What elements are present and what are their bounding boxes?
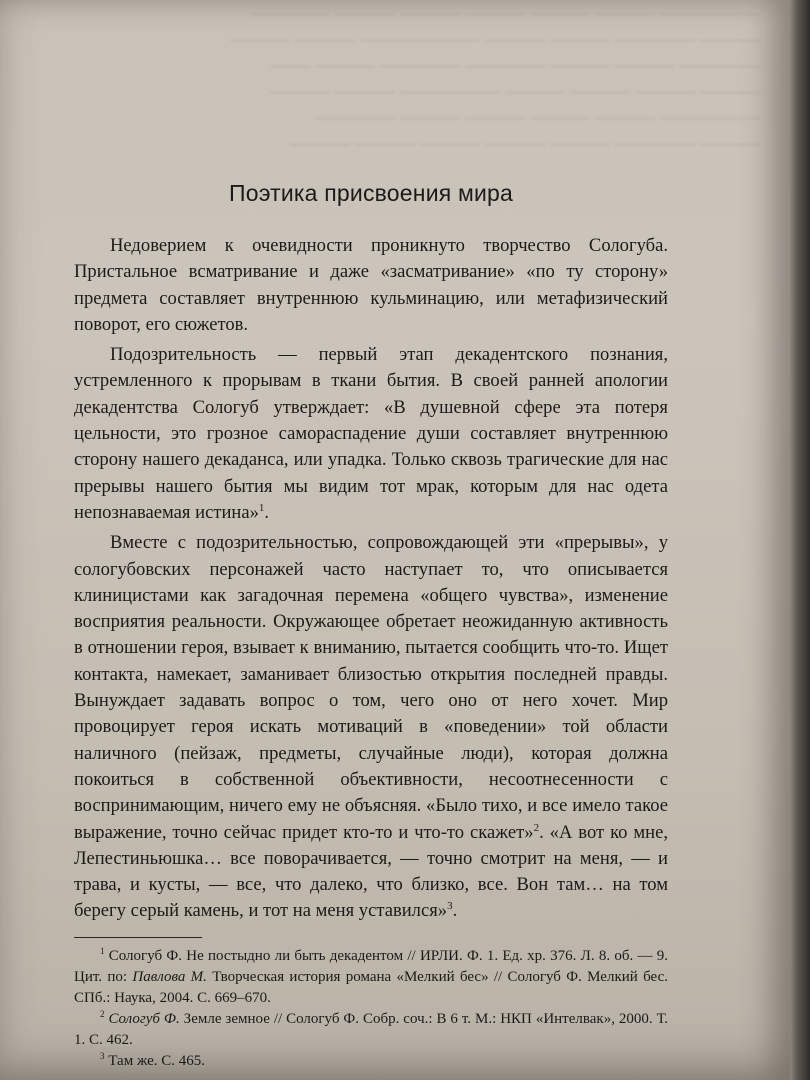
- paragraph-2: [74, 342, 668, 526]
- chapter-heading: Поэтика присвоения мира: [228, 180, 514, 206]
- paragraph-2-end: .: [264, 501, 270, 523]
- footnote-text: Земле земное // Сологуб Ф. Собр. соч.: В 6 т. М.: НКП «Интелвак», 2000. Т. 1. С. 462.: [74, 1010, 669, 1048]
- footnote-ref-1[interactable]: 1: [258, 501, 265, 514]
- footnote-ref-3[interactable]: 3: [447, 900, 453, 913]
- show-through-text: ————— ——— ——— ——— ——— ——— ———— ——— ———— ——— ——— —————— ——— ——— ———— ——— ——— ———— ———— ——— —— ——— ——— ——— ——— ————— ——— ——— ————— ——— ——— ——— ——— ———— ——— ———— ——— ——— ——— ——— ———: [230, 2, 760, 154]
- paragraph-3-text-cont: . «А вот ко мне, Лепестиньюшка… все поворачивается, — точно смотрит на меня, — и трава, и кусты, — все, что далеко, что близко, все. Вон там… на том берегу серый камень, и тот на меня уставился»: [74, 821, 668, 922]
- footnote-author: Павлова М.: [132, 968, 207, 985]
- footnote-mark: 2: [100, 1008, 105, 1019]
- footnote-text: Там же. С. 465.: [104, 1052, 206, 1069]
- paragraph-2-text: Подозрительность — первый этап декадентского познания, устремленного к прорывам в ткани бытия. В своей ранней апологии декадентства Сологуб утверждает: «В душевной сфере эта потеря цельности, это грозное самораспадение души составляет внутреннюю сторону нашего декаданса, или упадка. Только сквозь трагические для нас прерывы нашего бытия мы видим тот мрак, которым для нас одета непознаваемая истина»: [74, 344, 668, 523]
- footnote-mark: 1: [100, 945, 105, 956]
- text-column: [74, 180, 668, 1072]
- paragraph-3: [74, 530, 668, 924]
- book-spine-edge: [790, 0, 810, 1080]
- footnote-text: Сологуб Ф. Не постыдно ли быть декадентом // ИРЛИ. Ф. 1. Ед. хр. 376. Л. 8. об. — 9. Цит. по:: [74, 947, 668, 985]
- paragraph-1: Недоверием к очевидности проникнуто творчество Сологуба. Пристальное всматривание и даже «засматривание» «по ту сторону» предмета составляет внутреннюю кульминацию, или метафизический поворот, его сюжетов.: [74, 235, 668, 335]
- paragraph-3-text: Вместе с подозрительностью, сопровождающей эти «прерывы», у сологубовских персонажей часто наступает то, что описывается клиницистами как загадочная перемена «общего чувства», изменение восприятия реальности. Окружающее обретает неожиданную активность в отношении героя, взывает к вниманию, пытается сообщить что-то. Ищет контакта, намекает, заманивает близостью открытия последней правды. Вынуждает задавать вопрос о том, чего оно от него хочет. Мир провоцирует героя искать мотиваций в «поведении» той области наличного (пейзаж, предметы, случайные люди), которая должна покоиться в собственной объективности, несоотнесенности с воспринимающим, ничего ему не объясняя. «Было тихо, и все имело такое выражение, точно сейчас придет кто-то и что-то скажет»: [74, 532, 668, 843]
- paragraph-3-end: .: [452, 900, 458, 922]
- footnote-1: [74, 946, 668, 1009]
- footnote-3: [74, 1051, 668, 1072]
- footnote-text: Творческая история романа «Мелкий бес» // Сологуб Ф. Мелкий бес. СПб.: Наука, 2004. С. 669–670.: [74, 968, 668, 1006]
- footnote-2: [74, 1009, 668, 1051]
- footnote-author: Сологуб Ф.: [108, 1010, 180, 1027]
- footnote-divider: [74, 937, 202, 938]
- footnotes: [74, 946, 668, 1072]
- footnote-mark: 3: [100, 1050, 105, 1061]
- footnote-ref-2[interactable]: 2: [533, 821, 540, 834]
